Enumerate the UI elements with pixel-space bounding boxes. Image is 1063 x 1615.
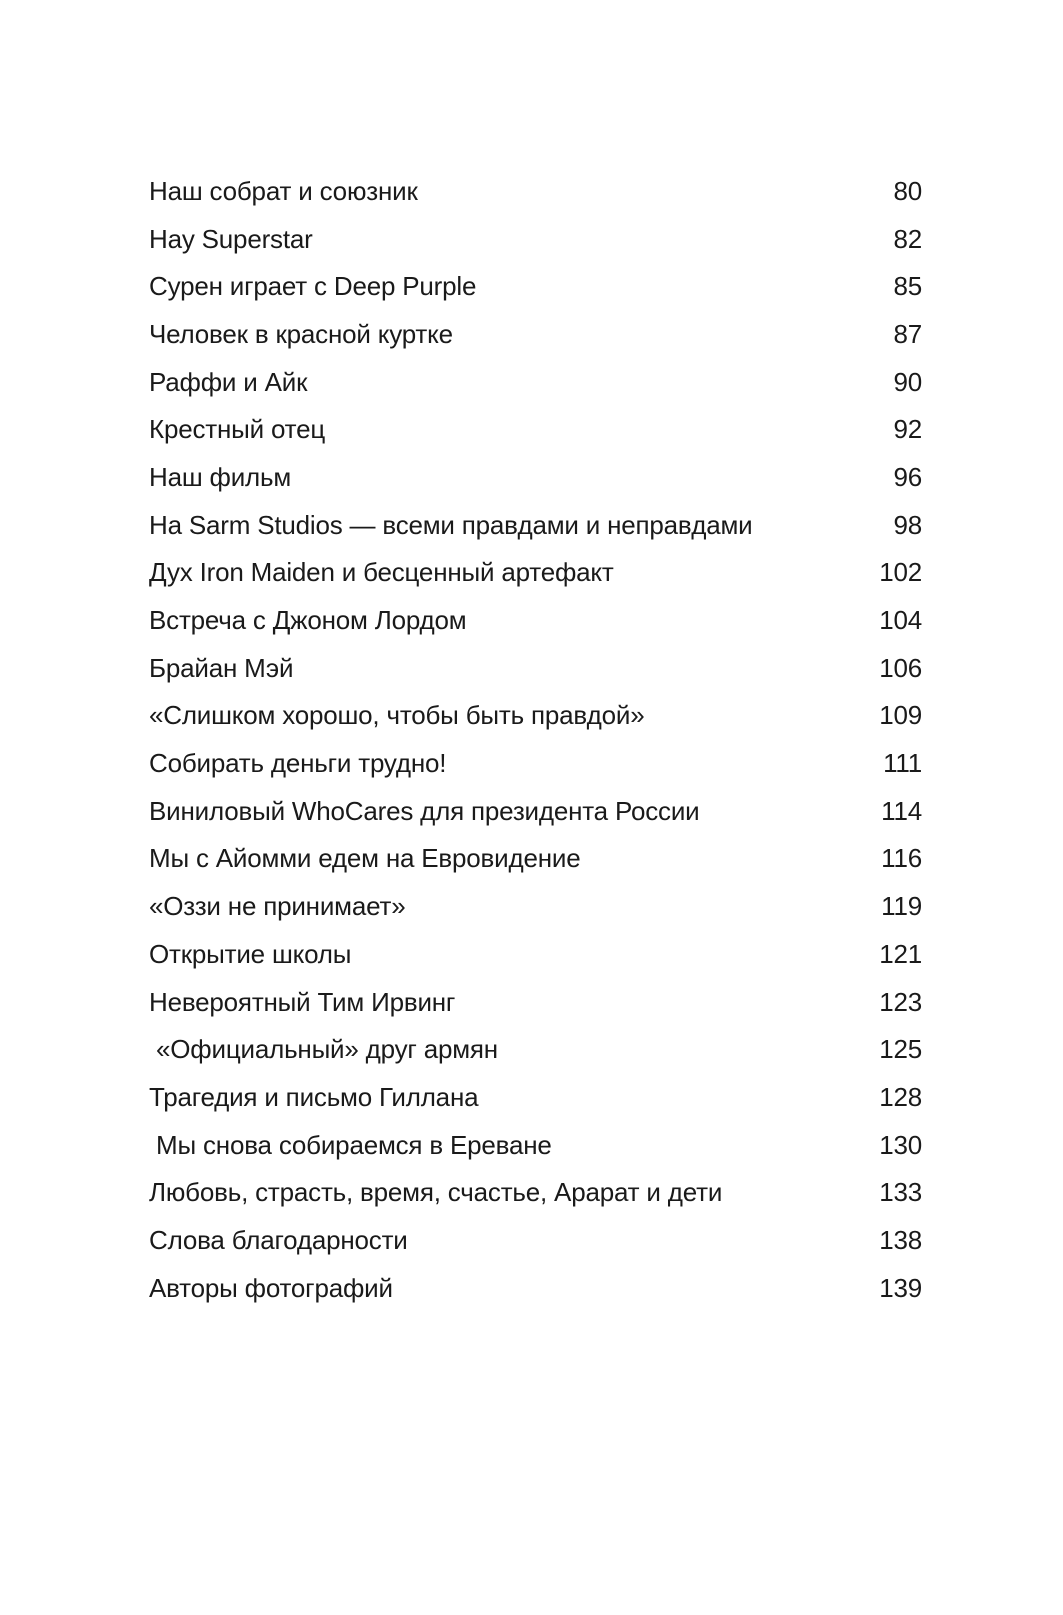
toc-entry-page: 128 [879, 1081, 922, 1112]
toc-entry [149, 501, 922, 549]
toc-entry [149, 310, 922, 358]
toc-entry-title: «Официальный» друг армян [149, 1034, 498, 1065]
toc-entry-page: 111 [883, 748, 922, 779]
toc-entry [149, 930, 922, 978]
toc-entry-title: Открытие школы [149, 938, 352, 969]
toc-entry-title: «Слишком хорошо, чтобы быть правдой» [149, 700, 645, 731]
toc-entry-page: 102 [879, 557, 922, 588]
toc-entry-page: 106 [879, 652, 922, 683]
toc-entry [149, 1168, 922, 1216]
toc-entry-title: Наш фильм [149, 461, 292, 492]
toc-entry [149, 1121, 922, 1169]
toc-entry-page: 104 [879, 605, 922, 636]
toc-entry [149, 1216, 922, 1264]
toc-entry [149, 167, 922, 215]
toc-entry-page: 119 [881, 891, 922, 922]
toc-entry-page: 130 [879, 1129, 922, 1160]
toc-entry-title: Слова благодарности [149, 1224, 408, 1255]
toc-entry-title: Авторы фотографий [149, 1272, 393, 1303]
toc-entry-title: Дух Iron Maiden и бесценный артефакт [149, 557, 614, 588]
toc-entry [149, 453, 922, 501]
toc-entry [149, 596, 922, 644]
toc-entry-page: 123 [879, 986, 922, 1017]
toc-entry [149, 215, 922, 263]
toc-entry-title: Виниловый WhoCares для президента России [149, 795, 700, 826]
toc-entry [149, 549, 922, 597]
toc-entry-title: «Оззи не принимает» [149, 891, 406, 922]
toc-entry [149, 405, 922, 453]
toc-entry-page: 125 [879, 1034, 922, 1065]
toc-entry-title: Собирать деньги трудно! [149, 748, 447, 779]
toc-entry-title: Брайан Мэй [149, 652, 294, 683]
toc-entry [149, 692, 922, 740]
toc-entry-title: Невероятный Тим Ирвинг [149, 986, 456, 1017]
toc-entry [149, 1264, 922, 1312]
toc-entry-title: Человек в красной куртке [149, 318, 453, 349]
toc-entry-page: 87 [893, 318, 922, 349]
toc-entry [149, 262, 922, 310]
toc-entry-page: 85 [893, 271, 922, 302]
toc-entry-page: 114 [881, 795, 922, 826]
toc-entry [149, 1073, 922, 1121]
toc-entry-page: 92 [893, 414, 922, 445]
toc-entry [149, 978, 922, 1026]
toc-entry-page: 121 [879, 938, 922, 969]
toc-entry-title: Встреча с Джоном Лордом [149, 605, 467, 636]
toc-entry [149, 1025, 922, 1073]
toc-entry-page: 98 [893, 509, 922, 540]
toc-entry-title: Сурен играет с Deep Purple [149, 271, 477, 302]
toc-entry [149, 358, 922, 406]
toc-entry [149, 835, 922, 883]
toc-entry-page: 139 [879, 1272, 922, 1303]
toc-entry-page: 116 [881, 843, 922, 874]
toc-entry-page: 109 [879, 700, 922, 731]
toc-entry [149, 644, 922, 692]
toc-entry-page: 96 [893, 461, 922, 492]
toc-entry-title: Мы снова собираемся в Ереване [149, 1129, 552, 1160]
toc-entry-title: Hay Superstar [149, 223, 313, 254]
toc-entry-page: 80 [893, 175, 922, 206]
toc-entry-page: 90 [893, 366, 922, 397]
toc-entry [149, 739, 922, 787]
toc-entry-title: Наш собрат и союзник [149, 175, 418, 206]
toc-entry-title: Мы с Айомми едем на Евровидение [149, 843, 581, 874]
toc-entry [149, 882, 922, 930]
toc-entry [149, 787, 922, 835]
toc-entry-title: Крестный отец [149, 414, 326, 445]
toc-entry-page: 82 [893, 223, 922, 254]
table-of-contents [149, 167, 922, 1312]
toc-entry-title: Любовь, страсть, время, счастье, Арарат и дети [149, 1177, 723, 1208]
toc-entry-title: На Sarm Studios — всеми правдами и неправдами [149, 509, 753, 540]
toc-entry-title: Раффи и Айк [149, 366, 308, 397]
toc-entry-title: Трагедия и письмо Гиллана [149, 1081, 479, 1112]
toc-entry-page: 138 [879, 1224, 922, 1255]
toc-entry-page: 133 [879, 1177, 922, 1208]
